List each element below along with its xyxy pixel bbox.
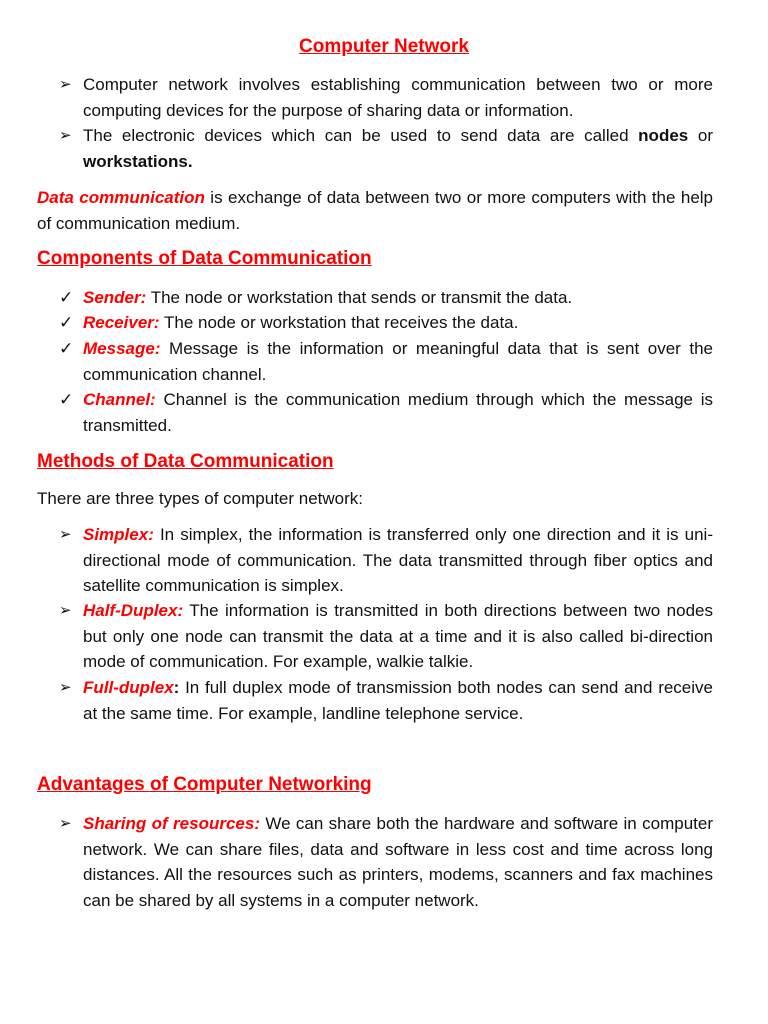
advantage-description: We can share both the hardware and software in computer network. We can share files, data and software in less cost and time across long distances. All the resources such as printers, modems, scanners and fax machines can be shared by all systems in a computer network.	[83, 814, 713, 910]
component-description: The node or workstation that sends or transmit the data.	[146, 288, 573, 307]
component-description: The node or workstation that receives the data.	[159, 313, 519, 332]
definition-paragraph	[37, 185, 713, 236]
bullet-text-part: The electronic devices which can be used to send data are called	[83, 126, 639, 145]
bold-term: workstations.	[83, 151, 193, 171]
page-title: Computer Network	[299, 36, 469, 57]
method-colon: :	[173, 678, 180, 697]
check-icon: ✓	[59, 339, 74, 358]
arrow-bullet-icon: ➢	[59, 602, 72, 619]
component-term: Message:	[83, 339, 161, 358]
section-heading-components: Components of Data Communication	[37, 248, 372, 269]
method-text	[83, 675, 713, 726]
component-term: Channel:	[83, 390, 156, 409]
component-text	[83, 336, 713, 387]
component-term: Sender:	[83, 288, 147, 307]
component-text	[83, 285, 713, 311]
arrow-bullet-icon: ➢	[59, 526, 72, 543]
method-term: Simplex:	[83, 525, 154, 544]
bullet-text-part: or	[688, 126, 713, 145]
component-description: Message is the information or meaningful data that is sent over the communication channel.	[83, 339, 713, 384]
definition-term: Data communication	[37, 188, 205, 207]
check-icon: ✓	[59, 313, 74, 332]
component-description: Channel is the communication medium through which the message is transmitted.	[83, 390, 713, 435]
definition-text: is exchange of data between two or more computers with the help of communication medium.	[37, 188, 714, 233]
method-text	[83, 598, 713, 675]
method-description: The information is transmitted in both directions between two nodes but only one node can transmit the data at a time and it is also called bi-direction mode of communication. For example, walkie talkie.	[83, 601, 713, 671]
advantage-term: Sharing of resources:	[83, 814, 260, 833]
method-text	[83, 522, 713, 599]
arrow-bullet-icon: ➢	[59, 76, 72, 93]
method-description: In simplex, the information is transferred only one direction and it is uni-directional mode of communication. The data transmitted through fiber optics and satellite communication is simplex.	[83, 525, 713, 595]
bullet-text: Computer network involves establishing communication between two or more computing devices for the purpose of sharing data or information.	[83, 75, 713, 120]
method-description: In full duplex mode of transmission both nodes can send and receive at the same time. For example, landline telephone service.	[83, 678, 713, 723]
section-heading-advantages: Advantages of Computer Networking	[37, 774, 372, 795]
bold-term: nodes	[638, 126, 689, 145]
check-icon: ✓	[59, 288, 74, 307]
arrow-bullet-icon: ➢	[59, 127, 72, 144]
arrow-bullet-icon: ➢	[59, 679, 72, 696]
method-term: Full-duplex	[83, 678, 174, 697]
component-term: Receiver:	[83, 313, 160, 332]
bullet-text	[83, 123, 713, 174]
section-heading-methods: Methods of Data Communication	[37, 451, 334, 472]
component-text	[83, 387, 713, 438]
arrow-bullet-icon: ➢	[59, 815, 72, 832]
method-term: Half-Duplex:	[83, 601, 184, 620]
advantage-text	[83, 811, 713, 913]
component-text	[83, 310, 713, 336]
check-icon: ✓	[59, 390, 74, 409]
methods-intro: There are three types of computer network:	[37, 489, 363, 508]
